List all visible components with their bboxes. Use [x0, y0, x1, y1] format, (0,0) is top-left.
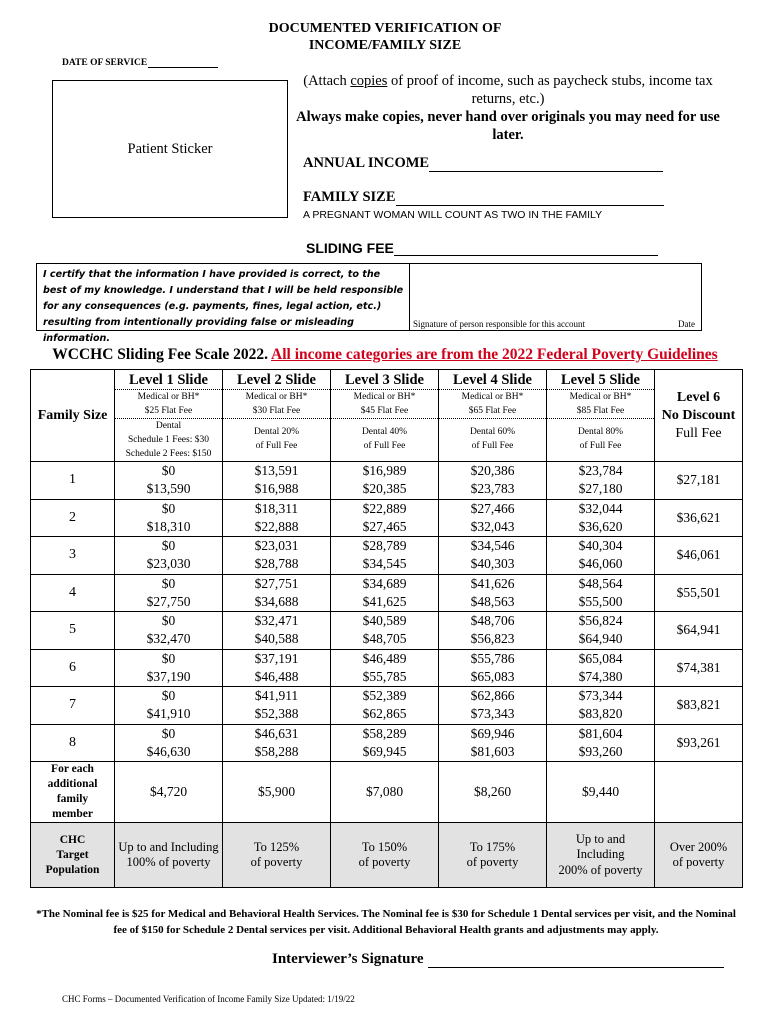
range-min: $69,946 — [470, 725, 515, 741]
sliding-fee-table-body — [31, 370, 743, 888]
family-size-header: Family Size — [31, 370, 115, 462]
income-range-cell — [115, 499, 223, 537]
family-size-cell: 6 — [31, 649, 115, 687]
range-min: $13,591 — [254, 463, 299, 479]
income-range-cell — [223, 612, 331, 650]
table-row — [31, 537, 743, 575]
range-max: $28,788 — [254, 556, 299, 572]
income-range-cell — [223, 649, 331, 687]
table-row — [31, 574, 743, 612]
range-min: $56,824 — [578, 613, 623, 629]
sliding-fee-field[interactable] — [306, 240, 658, 256]
range-max: $16,988 — [254, 481, 299, 497]
range-min: $20,386 — [470, 463, 515, 479]
target-population-cell — [223, 823, 331, 888]
range-min: $18,311 — [254, 500, 299, 516]
target-population-cell — [115, 823, 223, 888]
target-population-label-line: Target — [56, 848, 89, 861]
interviewer-signature-label: Interviewer’s Signature — [272, 951, 424, 967]
range-max: $41,910 — [146, 706, 191, 722]
certification-box — [36, 263, 702, 344]
scale-title-black: WCCHC Sliding Fee Scale 2022. — [52, 346, 272, 363]
range-min: $0 — [161, 463, 176, 479]
range-max: $32,043 — [470, 518, 515, 534]
additional-member-label-line: family — [56, 793, 89, 805]
full-fee-threshold-cell: $93,261 — [655, 724, 743, 762]
target-population-cell — [547, 823, 655, 888]
income-range-cell — [547, 724, 655, 762]
level-medical-fee: $30 Flat Fee — [252, 406, 301, 416]
income-range-cell — [547, 499, 655, 537]
full-fee-threshold-cell: $27,181 — [655, 462, 743, 500]
range-max: $27,465 — [362, 518, 407, 534]
full-fee-threshold-cell: $83,821 — [655, 687, 743, 725]
level-6-line2: No Discount — [661, 407, 736, 423]
range-max: $34,688 — [254, 593, 299, 609]
additional-member-label-line: member — [52, 808, 93, 820]
level-dental-line: of Full Fee — [363, 441, 406, 451]
patient-sticker-label: Patient Sticker — [127, 141, 213, 157]
range-min: $34,689 — [362, 575, 407, 591]
attach-after: of proof of income, such as paycheck stubs, income tax returns, etc.) — [387, 73, 713, 107]
range-min: $32,471 — [254, 613, 299, 629]
income-range-cell — [331, 537, 439, 575]
range-min: $55,786 — [470, 650, 515, 666]
target-population-line: of poverty — [466, 855, 519, 869]
attach-copies-underlined: copies — [350, 73, 388, 89]
family-size-cell: 8 — [31, 724, 115, 762]
level-medical: Medical or BH* — [569, 392, 632, 402]
income-range-cell — [115, 612, 223, 650]
range-max: $48,705 — [362, 631, 407, 647]
range-max: $52,388 — [254, 706, 299, 722]
full-fee-threshold-cell: $46,061 — [655, 537, 743, 575]
level-dental-line: of Full Fee — [579, 441, 622, 451]
range-max: $55,500 — [578, 593, 623, 609]
level-dental-line: Schedule 2 Fees: $150 — [125, 449, 212, 459]
level-name: Level 5 Slide — [547, 370, 654, 390]
level-6-header — [655, 370, 743, 462]
table-row — [31, 612, 743, 650]
certification-divider — [409, 264, 410, 330]
range-max: $56,823 — [470, 631, 515, 647]
range-max: $64,940 — [578, 631, 623, 647]
additional-member-amount: $4,720 — [115, 762, 223, 823]
income-range-cell — [439, 499, 547, 537]
target-population-label — [31, 823, 115, 888]
level-medical: Medical or BH* — [245, 392, 308, 402]
level-dental-line: Dental 40% — [331, 418, 438, 439]
income-range-cell — [439, 462, 547, 500]
range-min: $81,604 — [578, 725, 623, 741]
level-medical: Medical or BH* — [137, 392, 200, 402]
sliding-fee-scale-title — [0, 346, 770, 364]
range-max: $22,888 — [254, 518, 299, 534]
level-name: Level 4 Slide — [439, 370, 546, 390]
target-population-cell — [331, 823, 439, 888]
level-medical-fee: $85 Flat Fee — [576, 406, 625, 416]
range-min: $0 — [161, 500, 176, 516]
table-row — [31, 687, 743, 725]
income-range-cell — [439, 724, 547, 762]
range-max: $23,030 — [146, 556, 191, 572]
family-size-cell: 4 — [31, 574, 115, 612]
range-max: $41,625 — [362, 593, 407, 609]
range-min: $0 — [161, 650, 176, 666]
range-min: $27,751 — [254, 575, 299, 591]
income-range-cell — [547, 462, 655, 500]
range-min: $28,789 — [362, 538, 407, 554]
range-min: $46,489 — [362, 650, 407, 666]
range-min: $65,084 — [578, 650, 623, 666]
range-min: $48,706 — [470, 613, 515, 629]
level-6-line3: Full Fee — [675, 425, 722, 441]
full-fee-threshold-cell: $74,381 — [655, 649, 743, 687]
level-medical: Medical or BH* — [461, 392, 524, 402]
family-size-field[interactable] — [303, 189, 664, 206]
range-max: $32,470 — [146, 631, 191, 647]
sliding-fee-table — [30, 369, 743, 888]
level-header — [223, 370, 331, 462]
income-range-cell — [223, 499, 331, 537]
sliding-fee-line[interactable] — [394, 241, 658, 256]
attach-before: (Attach — [303, 73, 351, 89]
form-title-line1: DOCUMENTED VERIFICATION OF — [268, 21, 502, 36]
target-population-line: Up to and — [575, 831, 626, 846]
table-row — [31, 724, 743, 762]
target-population-line: of poverty — [250, 855, 303, 869]
annual-income-line[interactable] — [429, 157, 663, 172]
nominal-fee-footnote: *The Nominal fee is $25 for Medical and Behavioral Health Services. The Nominal fee is $30 for Schedule 1 Dental services per visit, and the Nominal fee of $150 for Schedule 2 Dental services per visit. Additional Behavioral Health grants and adjustments may apply. — [36, 908, 736, 936]
target-population-line: 100% of poverty — [126, 855, 211, 869]
family-size-cell: 3 — [31, 537, 115, 575]
range-min: $34,546 — [470, 538, 515, 554]
header-row — [31, 370, 743, 462]
level-dental-line: Dental 80% — [547, 418, 654, 439]
income-range-cell — [331, 574, 439, 612]
patient-sticker-box — [52, 80, 288, 218]
additional-member-empty — [655, 762, 743, 823]
annual-income-label: ANNUAL INCOME — [303, 155, 430, 171]
range-min: $32,044 — [578, 500, 623, 516]
income-range-cell — [331, 724, 439, 762]
range-max: $73,343 — [470, 706, 515, 722]
income-range-cell — [439, 612, 547, 650]
income-range-cell — [331, 649, 439, 687]
income-range-cell — [331, 499, 439, 537]
level-header — [331, 370, 439, 462]
additional-member-label — [31, 762, 115, 823]
range-min: $46,631 — [254, 725, 299, 741]
level-medical-fee: $45 Flat Fee — [360, 406, 409, 416]
range-max: $36,620 — [578, 518, 623, 534]
range-max: $46,060 — [578, 556, 623, 572]
income-range-cell — [223, 724, 331, 762]
range-max: $27,750 — [146, 593, 191, 609]
range-max: $27,180 — [578, 481, 623, 497]
certification-text: I certify that the information I have provided is correct, to the best of my knowledge. I understand that I will be held responsible for any consequences (e.g. payments, fines, legal action, etc.) resulting from intentionally providing false or misleading information. — [43, 269, 404, 344]
level-header — [547, 370, 655, 462]
income-range-cell — [439, 687, 547, 725]
range-max: $13,590 — [146, 481, 191, 497]
family-size-cell: 1 — [31, 462, 115, 500]
range-min: $48,564 — [578, 575, 623, 591]
page-footer: CHC Forms – Documented Verification of Income Family Size Updated: 1/19/22 — [62, 994, 355, 1004]
range-max: $48,563 — [470, 593, 515, 609]
target-population-line: To 125% — [253, 839, 300, 854]
target-population-line: of poverty — [672, 855, 725, 869]
table-row — [31, 462, 743, 500]
income-range-cell — [439, 649, 547, 687]
level-name: Level 2 Slide — [223, 370, 330, 390]
range-min: $0 — [161, 613, 176, 629]
income-range-cell — [547, 649, 655, 687]
range-max: $55,785 — [362, 668, 407, 684]
additional-member-label-line: For each — [51, 763, 94, 775]
table-row — [31, 649, 743, 687]
level-dental-line: Dental 20% — [223, 418, 330, 439]
family-size-cell: 2 — [31, 499, 115, 537]
income-range-cell — [115, 649, 223, 687]
date-of-service-label: DATE OF SERVICE — [62, 58, 148, 68]
range-max: $46,630 — [146, 743, 191, 759]
range-min: $0 — [161, 725, 176, 741]
level-medical-fee: $25 Flat Fee — [144, 406, 193, 416]
income-range-cell — [115, 687, 223, 725]
annual-income-field[interactable] — [303, 155, 663, 172]
range-max: $83,820 — [578, 706, 623, 722]
date-of-service-line[interactable] — [148, 58, 218, 68]
level-dental-line: of Full Fee — [255, 441, 298, 451]
range-min: $73,344 — [578, 688, 623, 704]
income-range-cell — [547, 574, 655, 612]
sliding-fee-label: SLIDING FEE — [306, 240, 394, 256]
table-row — [31, 499, 743, 537]
target-population-line: 200% of poverty — [558, 862, 643, 877]
income-range-cell — [439, 537, 547, 575]
additional-member-row — [31, 762, 743, 823]
level-dental-line: Schedule 1 Fees: $30 — [127, 435, 209, 445]
target-population-label-line: CHC — [59, 833, 86, 846]
range-max: $65,083 — [470, 668, 515, 684]
range-min: $58,289 — [362, 725, 407, 741]
additional-member-label-line: additional — [47, 778, 98, 790]
signature-label: Signature of person responsible for this account — [413, 319, 585, 329]
family-size-cell: 7 — [31, 687, 115, 725]
form-title-line2: INCOME/FAMILY SIZE — [308, 38, 462, 53]
range-min: $16,989 — [362, 463, 407, 479]
range-max: $40,303 — [470, 556, 515, 572]
level-name: Level 3 Slide — [331, 370, 438, 390]
copies-warning: Always make copies, never hand over originals you may need for use later. — [296, 109, 720, 143]
scale-title-red: All income categories are from the 2022 Federal Poverty Guidelines — [271, 346, 718, 363]
level-medical: Medical or BH* — [353, 392, 416, 402]
range-min: $27,466 — [470, 500, 515, 516]
range-max: $46,488 — [254, 668, 299, 684]
range-min: $22,889 — [362, 500, 407, 516]
range-min: $0 — [161, 538, 176, 554]
income-range-cell — [115, 537, 223, 575]
range-min: $62,866 — [470, 688, 515, 704]
family-size-label: FAMILY SIZE — [303, 189, 396, 205]
additional-member-amount: $8,260 — [439, 762, 547, 823]
range-max: $23,783 — [470, 481, 515, 497]
range-max: $69,945 — [362, 743, 407, 759]
target-population-line: Up to and Including — [118, 839, 219, 854]
income-range-cell — [547, 612, 655, 650]
range-min: $0 — [161, 688, 176, 704]
level-name: Level 1 Slide — [115, 370, 222, 390]
range-min: $23,784 — [578, 463, 623, 479]
income-range-cell — [331, 612, 439, 650]
range-min: $52,389 — [362, 688, 407, 704]
target-population-line: To 150% — [361, 839, 408, 854]
range-max: $20,385 — [362, 481, 407, 497]
target-population-cell — [655, 823, 743, 888]
income-range-cell — [223, 462, 331, 500]
range-max: $81,603 — [470, 743, 515, 759]
level-header — [115, 370, 223, 462]
range-min: $41,626 — [470, 575, 515, 591]
range-min: $0 — [161, 575, 176, 591]
income-range-cell — [331, 687, 439, 725]
range-max: $34,545 — [362, 556, 407, 572]
additional-member-amount: $5,900 — [223, 762, 331, 823]
level-dental-line: of Full Fee — [471, 441, 514, 451]
level-dental-line: Dental 60% — [439, 418, 546, 439]
income-range-cell — [223, 537, 331, 575]
range-max: $40,588 — [254, 631, 299, 647]
income-range-cell — [115, 574, 223, 612]
range-max: $37,190 — [146, 668, 191, 684]
income-range-cell — [331, 462, 439, 500]
income-range-cell — [223, 574, 331, 612]
range-max: $58,288 — [254, 743, 299, 759]
level-header — [439, 370, 547, 462]
family-size-line[interactable] — [396, 191, 664, 206]
range-max: $62,865 — [362, 706, 407, 722]
range-max: $74,380 — [578, 668, 623, 684]
additional-member-amount: $9,440 — [547, 762, 655, 823]
range-min: $23,031 — [254, 538, 299, 554]
attach-instructions — [296, 72, 720, 108]
level-6-line1: Level 6 — [676, 389, 721, 405]
interviewer-signature-line[interactable] — [428, 952, 724, 968]
target-population-cell — [439, 823, 547, 888]
range-max: $18,310 — [146, 518, 191, 534]
full-fee-threshold-cell: $36,621 — [655, 499, 743, 537]
level-dental-line: Dental — [115, 418, 222, 433]
interviewer-signature[interactable] — [272, 951, 724, 968]
income-range-cell — [115, 462, 223, 500]
income-range-cell — [547, 537, 655, 575]
full-fee-threshold-cell: $55,501 — [655, 574, 743, 612]
range-min: $40,304 — [578, 538, 623, 554]
income-range-cell — [115, 724, 223, 762]
income-range-cell — [223, 687, 331, 725]
range-max: $93,260 — [578, 743, 623, 759]
pregnant-note: A PREGNANT WOMAN WILL COUNT AS TWO IN THE FAMILY — [303, 209, 603, 221]
family-size-cell: 5 — [31, 612, 115, 650]
target-population-label-line: Population — [45, 863, 100, 876]
target-population-row — [31, 823, 743, 888]
range-min: $37,191 — [254, 650, 299, 666]
range-min: $40,589 — [362, 613, 407, 629]
target-population-line: Over 200% — [669, 839, 728, 854]
income-range-cell — [439, 574, 547, 612]
date-of-service — [62, 58, 218, 68]
full-fee-threshold-cell: $64,941 — [655, 612, 743, 650]
target-population-line: To 175% — [469, 839, 516, 854]
additional-member-amount: $7,080 — [331, 762, 439, 823]
date-label: Date — [678, 319, 695, 329]
income-range-cell — [547, 687, 655, 725]
target-population-line: of poverty — [358, 855, 411, 869]
range-min: $41,911 — [254, 688, 299, 704]
level-medical-fee: $65 Flat Fee — [468, 406, 517, 416]
target-population-line: Including — [576, 847, 625, 862]
